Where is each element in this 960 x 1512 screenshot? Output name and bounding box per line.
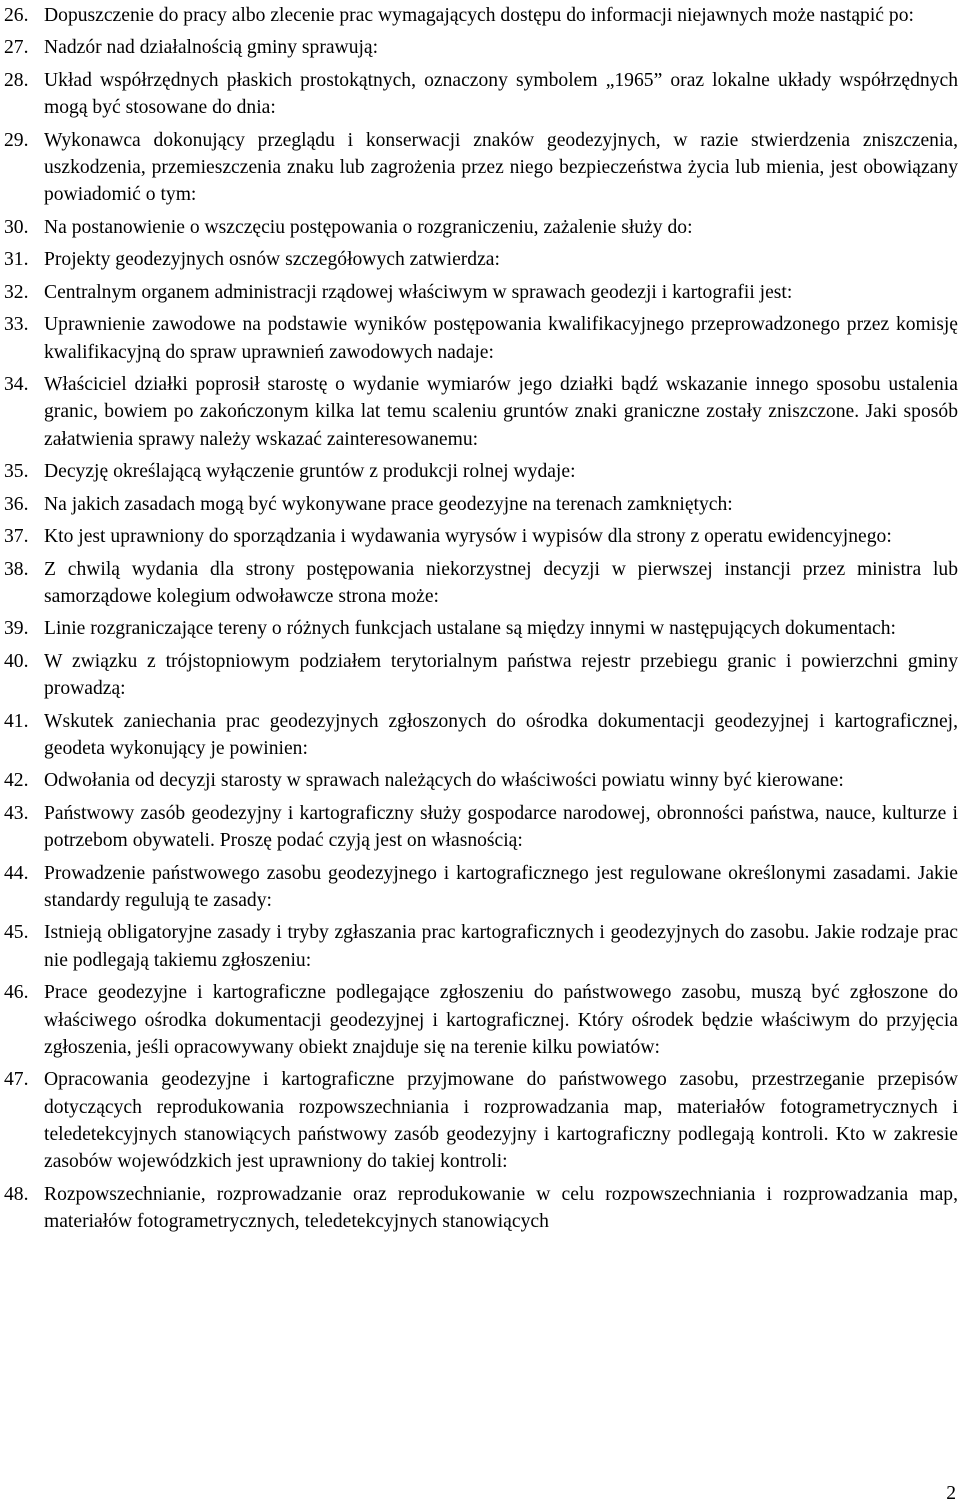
- question-text: Na postanowienie o wszczęciu postępowania o rozgraniczeniu, zażalenie służy do:: [44, 216, 693, 238]
- question-number: 31.: [4, 249, 29, 271]
- question-number: 38.: [4, 558, 29, 580]
- question-number: 35.: [4, 461, 29, 483]
- question-item: [4, 311, 958, 366]
- question-number: 33.: [4, 314, 29, 336]
- question-item: [4, 860, 958, 915]
- question-number: 40.: [4, 650, 29, 672]
- question-number: 46.: [4, 982, 29, 1004]
- question-text: W związku z trójstopniowym podziałem terytorialnym państwa rejestr przebiegu granic i powierzchni gminy prowadzą:: [44, 650, 958, 700]
- question-item: [4, 2, 958, 29]
- question-item: [4, 615, 958, 642]
- question-text: Wskutek zaniechania prac geodezyjnych zgłoszonych do ośrodka dokumentacji geodezyjnej i kartograficznej, geodeta wykonujący je powinien:: [44, 710, 958, 759]
- question-item: [4, 127, 958, 209]
- question-number: 37.: [4, 526, 29, 548]
- question-number: 45.: [4, 922, 29, 944]
- question-item: [4, 979, 958, 1061]
- question-number: 26.: [4, 5, 29, 26]
- question-text: Uprawnienie zawodowe na podstawie wyników postępowania kwalifikacyjnego przeprowadzonego przez komisję kwalifikacyjną do spraw uprawnień zawodowych nadaje:: [44, 314, 958, 363]
- question-text: Decyzję określającą wyłączenie gruntów z produkcji rolnej wydaje:: [44, 461, 576, 483]
- question-number: 48.: [4, 1183, 29, 1205]
- question-item: [4, 214, 958, 241]
- question-text: Prace geodezyjne i kartograficzne podlegające zgłoszeniu do państwowego zasobu, muszą być zgłoszone do właściwego ośrodka dokumentacji geodezyjnej i kartograficznej. Który ośrodek będzie właściwym do przyjęcia zgłoszenia, jeśli opracowywany obiekt znajduje się na terenie kilku powiatów:: [44, 982, 958, 1058]
- question-item: [4, 708, 958, 763]
- question-text: Państwowy zasób geodezyjny i kartograficzny służy gospodarce narodowej, obronności państwa, nauce, kulturze i potrzebom obywateli. Proszę podać czyją jest on własnością:: [44, 802, 958, 852]
- page-number: 2: [946, 1483, 956, 1504]
- question-text: Właściciel działki poprosił starostę o wydanie wymiarów jego działki bądź wskazanie innego sposobu ustalenia granic, bowiem po zakończonym kilka lat temu scaleniu gruntów znaki graniczne zostały zniszczone. Jaki sposób załatwienia sprawy należy wskazać zainteresowanemu:: [44, 374, 958, 450]
- question-number: 28.: [4, 69, 29, 91]
- question-text: Wykonawca dokonujący przeglądu i konserwacji znaków geodezyjnych, w razie stwierdzenia zniszczenia, uszkodzenia, przemieszczenia znaku lub zagrożenia przez niego bezpieczeństwa życia lub mienia, jest obowiązany powiadomić o tym:: [44, 129, 958, 206]
- question-item: [4, 648, 958, 703]
- question-item: [4, 246, 958, 273]
- question-number: 42.: [4, 770, 29, 792]
- question-text: Opracowania geodezyjne i kartograficzne przyjmowane do państwowego zasobu, przestrzeganie przepisów dotyczących reprodukowania rozpowszechniania i rozprowadzania map, materiałów fotogrametrycznych i teledetekcyjnych stanowiących państwowy zasób geodezyjny i kartograficzny podlegają kontroli. Kto w zakresie zasobów wojewódzkich jest uprawniony do takiej kontroli:: [44, 1069, 958, 1173]
- question-item: [4, 556, 958, 611]
- question-number: 32.: [4, 281, 29, 303]
- question-item: [4, 34, 958, 61]
- question-number: 34.: [4, 374, 29, 396]
- question-text: Rozpowszechnianie, rozprowadzanie oraz reprodukowanie w celu rozpowszechniania i rozprowadzania map, materiałów fotogrametrycznych, teledetekcyjnych stanowiących: [44, 1183, 958, 1232]
- question-text: Układ współrzędnych płaskich prostokątnych, oznaczony symbolem „1965” oraz lokalne układy współrzędnych mogą być stosowane do dnia:: [44, 69, 958, 119]
- question-text: Odwołania od decyzji starosty w sprawach należących do właściwości powiatu winny być kierowane:: [44, 770, 844, 792]
- question-item: [4, 279, 958, 306]
- question-number: 27.: [4, 37, 29, 59]
- question-list: [4, 2, 958, 1240]
- question-text: Projekty geodezyjnych osnów szczegółowych zatwierdza:: [44, 249, 500, 271]
- question-text: Dopuszczenie do pracy albo zlecenie prac wymagających dostępu do informacji niejawnych może nastąpić po:: [44, 5, 914, 26]
- question-text: Istnieją obligatoryjne zasady i tryby zgłaszania prac kartograficznych i geodezyjnych do zasobu. Jakie rodzaje prac nie podlegają takiemu zgłoszeniu:: [44, 922, 958, 971]
- question-item: [4, 1066, 958, 1175]
- question-number: 29.: [4, 129, 29, 151]
- question-item: [4, 523, 958, 550]
- question-text: Kto jest uprawniony do sporządzania i wydawania wyrysów i wypisów dla strony z operatu ewidencyjnego:: [44, 526, 892, 548]
- question-item: [4, 800, 958, 855]
- question-number: 36.: [4, 493, 29, 515]
- question-number: 30.: [4, 216, 29, 238]
- question-number: 47.: [4, 1069, 29, 1091]
- question-item: [4, 919, 958, 974]
- question-item: [4, 767, 958, 794]
- question-text: Linie rozgraniczające tereny o różnych funkcjach ustalane są między innymi w następujących dokumentach:: [44, 618, 896, 640]
- question-item: [4, 458, 958, 485]
- question-text: Na jakich zasadach mogą być wykonywane prace geodezyjne na terenach zamkniętych:: [44, 493, 733, 515]
- question-text: Nadzór nad działalnością gminy sprawują:: [44, 37, 379, 59]
- question-number: 41.: [4, 710, 29, 732]
- question-number: 44.: [4, 862, 29, 884]
- question-item: [4, 491, 958, 518]
- question-item: [4, 67, 958, 122]
- question-number: 43.: [4, 802, 29, 824]
- question-item: [4, 1181, 958, 1236]
- question-item: [4, 371, 958, 453]
- question-text: Z chwilą wydania dla strony postępowania niekorzystnej decyzji w pierwszej instancji przez ministra lub samorządowe kolegium odwoławcze strona może:: [44, 558, 958, 607]
- question-text: Prowadzenie państwowego zasobu geodezyjnego i kartograficznego jest regulowane określonymi zasadami. Jakie standardy regulują te zasady:: [44, 862, 958, 911]
- question-number: 39.: [4, 618, 29, 640]
- question-text: Centralnym organem administracji rządowej właściwym w sprawach geodezji i kartografii jest:: [44, 281, 793, 303]
